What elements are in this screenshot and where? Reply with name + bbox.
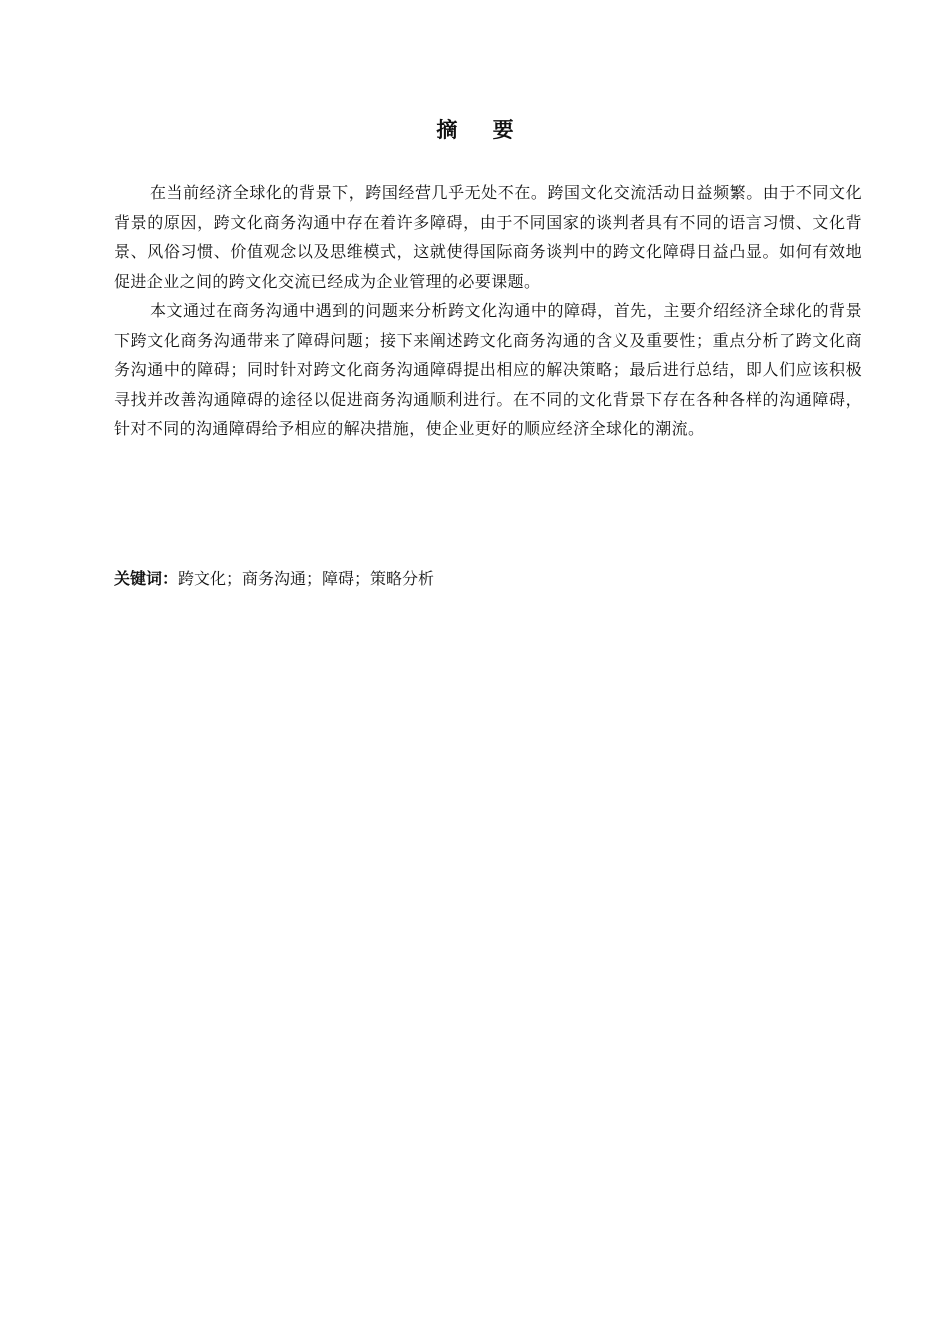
keywords-label: 关键词： bbox=[114, 569, 179, 588]
keywords-value: 跨文化；商务沟通；障碍；策略分析 bbox=[178, 569, 435, 588]
abstract-title: 摘 要 bbox=[436, 118, 528, 142]
keywords-line bbox=[114, 564, 862, 594]
abstract-paragraph-1: 在当前经济全球化的背景下，跨国经营几乎无处不在。跨国文化交流活动日益频繁。由于不同文化背景的原因，跨文化商务沟通中存在着许多障碍，由于不同国家的谈判者具有不同的语言习惯、文化背景、风俗习惯、价值观念以及思维模式，这就使得国际商务谈判中的跨文化障碍日益凸显。如何有效地促进企业之间的跨文化交流已经成为企业管理的必要课题。 bbox=[114, 183, 862, 291]
abstract-body bbox=[114, 178, 862, 444]
abstract-paragraph-2: 本文通过在商务沟通中遇到的问题来分析跨文化沟通中的障碍，首先，主要介绍经济全球化的背景下跨文化商务沟通带来了障碍问题；接下来阐述跨文化商务沟通的含义及重要性；重点分析了跨文化商务沟通中的障碍；同时针对跨文化商务沟通障碍提出相应的解决策略；最后进行总结，即人们应该积极寻找并改善沟通障碍的途径以促进商务沟通顺利进行。在不同的文化背景下存在各种各样的沟通障碍，针对不同的沟通障碍给予相应的解决措施，使企业更好的顺应经济全球化的潮流。 bbox=[114, 301, 862, 438]
